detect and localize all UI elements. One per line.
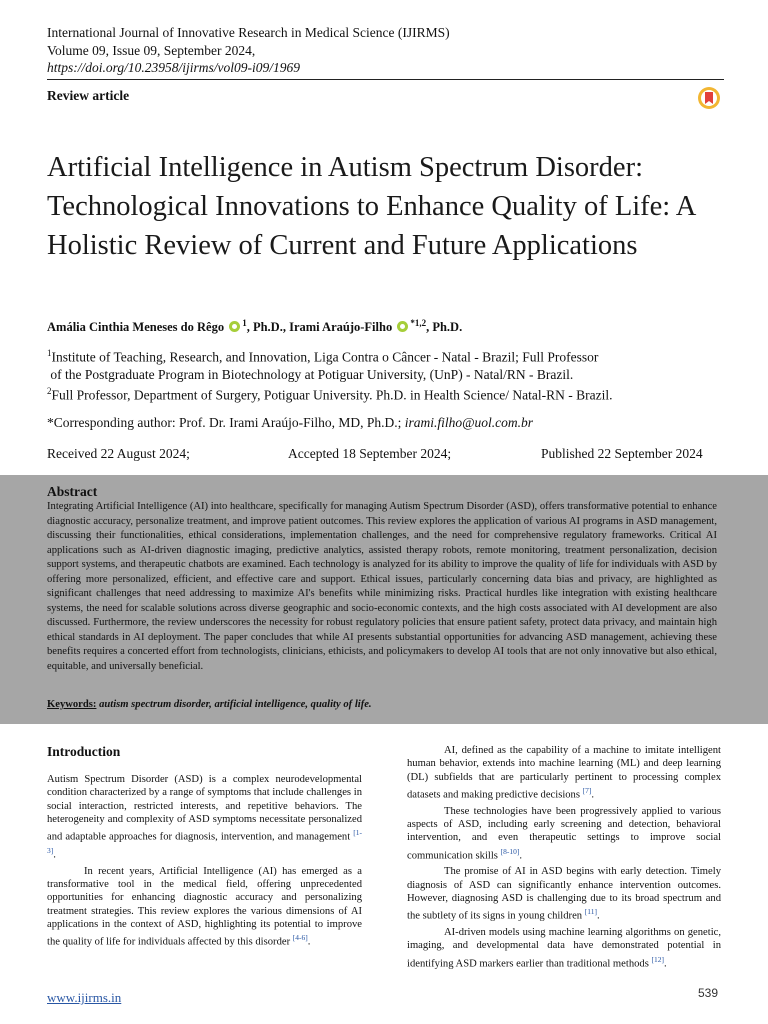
affiliation-2: [47, 383, 612, 404]
paragraph-text: Autism Spectrum Disorder (ASD) is a complex neurodevelopmental condition characterized by a range of symptoms that include challenges in social interaction, restricted interests, and repetitive behaviors. The heterogeneity and complexity of ASD symptoms necessitate personalized and adaptable approaches for diagnosis, intervention, and management: [47, 774, 362, 843]
date-received: Received 22 August 2024;: [47, 446, 190, 461]
affiliation-sup: 1: [47, 348, 52, 358]
abstract-heading: Abstract: [47, 484, 98, 499]
date-published: Published 22 September 2024: [541, 446, 703, 461]
introduction-heading: Introduction: [47, 744, 121, 759]
affiliation-1: [47, 345, 612, 366]
right-column: [407, 744, 721, 974]
paragraph-text: AI-driven models using machine learning algorithms on genetic, imaging, and developmental data have demonstrated potential in identifying ASD markers earlier than traditional methods: [407, 927, 721, 970]
corresponding-email[interactable]: irami.filho@uol.com.br: [404, 415, 534, 430]
affiliation-text: Full Professor, Department of Surgery, Potiguar University. Ph.D. in Health Science/ Natal-RN - Brazil.: [51, 387, 613, 402]
affiliation-1-cont: [47, 366, 612, 383]
author-affiliation-sup: *1,2: [410, 318, 427, 328]
paragraph: AI-driven models using machine learning algorithms on genetic, imaging, and developmental data have demonstrated potential in identifying ASD markers earlier than traditional methods [12].: [407, 927, 721, 970]
orcid-icon[interactable]: [229, 321, 240, 332]
left-column: [47, 773, 362, 952]
journal-header: [47, 24, 450, 77]
citation-link[interactable]: [12]: [651, 954, 664, 964]
corresponding-author: [47, 415, 533, 431]
citation-link[interactable]: [1-3]: [47, 828, 362, 856]
keywords: [47, 699, 372, 710]
abstract-text: Integrating Artificial Intelligence (AI) into healthcare, specifically for managing Autism Spectrum Disorder (ASD), offers transformative potential to enhance diagnostic accuracy, personalize treatment, and improve patient outcomes. This review explores the application of various AI programs in ASD management, discussing their functionalities, ethical considerations, implementation challenges, and the need for comprehensive regulatory frameworks. Critical AI applications such as AI-driven diagnostic imaging, predictive analytics, assisted therapy robots, remote monitoring, treatment personalization, decision support systems, and therapeutic chatbots are examined. Each technology is analyzed for its ability to improve the quality of life for individuals with ASD by offering more personalized, efficient, and effective care and support. Ethical issues, particularly concerning data bias and privacy, are highlighted as significant challenges that need addressing to maximize AI's benefits while minimizing risks. Practical hurdles like integration with existing healthcare systems, the need for scalable solutions across diverse geographic and socio-economic contexts, and the high costs associated with AI development are also discussed. Furthermore, the review underscores the necessity for robust regulatory policies that ensure patient safety, protect data privacy, and maintain high ethical standards in AI deployment. The paper concludes that while AI presents substantial opportunities for advancing ASD management, achieving these benefits requires a concerted effort from technologists, clinicians, ethicists, and policymakers to develop AI tools that are not only innovative but also ethical, equitable, and universally beneficial.: [47, 501, 717, 672]
page-number: 539: [698, 986, 719, 1000]
paragraph-text: AI, defined as the capability of a machine to imitate intelligent human behavior, extends into machine learning (ML) and deep learning (DL) subfields that are particularly pertinent to processing complex datasets and making predictive decisions: [407, 745, 721, 801]
citation-link[interactable]: [11]: [584, 907, 597, 917]
paragraph: The promise of AI in ASD begins with early detection. Timely diagnosis of ASD can significantly enhance intervention outcomes. However, diagnosing ASD is challenging due to its broad spectrum and the subtlety of its signs in young children [11].: [407, 866, 721, 922]
article-type: Review article: [47, 88, 130, 103]
affiliations: [47, 345, 612, 403]
corresponding-label: *Corresponding author: Prof. Dr. Irami Araújo-Filho, MD, Ph.D.;: [47, 415, 405, 430]
article-title: Artificial Intelligence in Autism Spectrum Disorder: Technological Innovations to Enhance Quality of Life: A Holistic Review of Current and Future Applications: [47, 152, 695, 261]
doi-link[interactable]: https://doi.org/10.23958/ijirms/vol09-i09/1969: [47, 60, 301, 75]
journal-name: International Journal of Innovative Research in Medical Science (IJIRMS): [47, 25, 450, 40]
affiliation-text: of the Postgraduate Program in Biotechnology at Potiguar University, (UnP) - Natal/RN - Brazil.: [50, 366, 574, 382]
author-name: Amália Cinthia Meneses do Rêgo: [47, 320, 225, 335]
date-accepted: Accepted 18 September 2024;: [288, 446, 452, 461]
paragraph-text: In recent years, Artificial Intelligence (AI) has emerged as a transformative tool in the medical field, offering unprecedented opportunities for enhancing diagnostic accuracy and personalizing treatment strategies. This review explores the various dimensions of AI applications in the context of ASD, highlighting its potential to improve the quality of life for individuals affected by this disorder: [47, 865, 362, 948]
volume-issue: Volume 09, Issue 09, September 2024,: [47, 42, 256, 58]
author-degree: , Ph.D.: [426, 320, 463, 335]
journal-website-link[interactable]: www.ijirms.in: [47, 990, 122, 1005]
paragraph: In recent years, Artificial Intelligence (AI) has emerged as a transformative tool in the medical field, offering unprecedented opportunities for enhancing diagnostic accuracy and personalizing treatment strategies. This review explores the various dimensions of AI applications in the context of ASD, highlighting its potential to improve the quality of life for individuals affected by this disorder [4-6].: [47, 865, 362, 948]
orcid-icon[interactable]: [397, 321, 408, 332]
keywords-label: Keywords:: [47, 699, 97, 710]
paragraph-text: The promise of AI in ASD begins with early detection. Timely diagnosis of ASD can significantly enhance intervention outcomes. However, diagnosing ASD is challenging due to its broad spectrum and the subtlety of its signs in young children: [407, 866, 721, 922]
paragraph: Autism Spectrum Disorder (ASD) is a complex neurodevelopmental condition characterized by a range of symptoms that include challenges in social interaction, restricted interests, and repetitive behaviors. The heterogeneity and complexity of ASD symptoms necessitate personalized and adaptable approaches for diagnosis, intervention, and management [1-3].: [47, 774, 362, 861]
crossmark-icon[interactable]: [697, 86, 721, 110]
citation-link[interactable]: [8-10]: [500, 846, 520, 856]
paragraph: These technologies have been progressively applied to various aspects of ASD, including early screening and detection, behavioral intervention, and even therapeutic settings to improve social communication skills [8-10].: [407, 805, 721, 862]
author-degree: , Ph.D.,: [246, 320, 290, 335]
paragraph: AI, defined as the capability of a machine to imitate intelligent human behavior, extends into machine learning (ML) and deep learning (DL) subfields that are particularly pertinent to processing complex datasets and making predictive decisions [7].: [407, 745, 721, 801]
citation-link[interactable]: [4-6]: [292, 933, 308, 943]
affiliation-sup: 2: [47, 385, 52, 396]
affiliation-text: Institute of Teaching, Research, and Innovation, Liga Contra o Câncer - Natal - Brazil; Full Professor: [51, 349, 599, 365]
author-affiliation-sup: 1: [242, 318, 247, 328]
paragraph-text: These technologies have been progressively applied to various aspects of ASD, including early screening and detection, behavioral intervention, and even therapeutic settings to improve social communication skills: [407, 805, 721, 862]
author-list: [47, 318, 462, 335]
author-name: Irami Araújo-Filho: [289, 320, 393, 335]
header-divider: [47, 79, 724, 80]
citation-link[interactable]: [7]: [582, 785, 592, 795]
keywords-text: autism spectrum disorder, artificial intelligence, quality of life.: [99, 699, 372, 710]
